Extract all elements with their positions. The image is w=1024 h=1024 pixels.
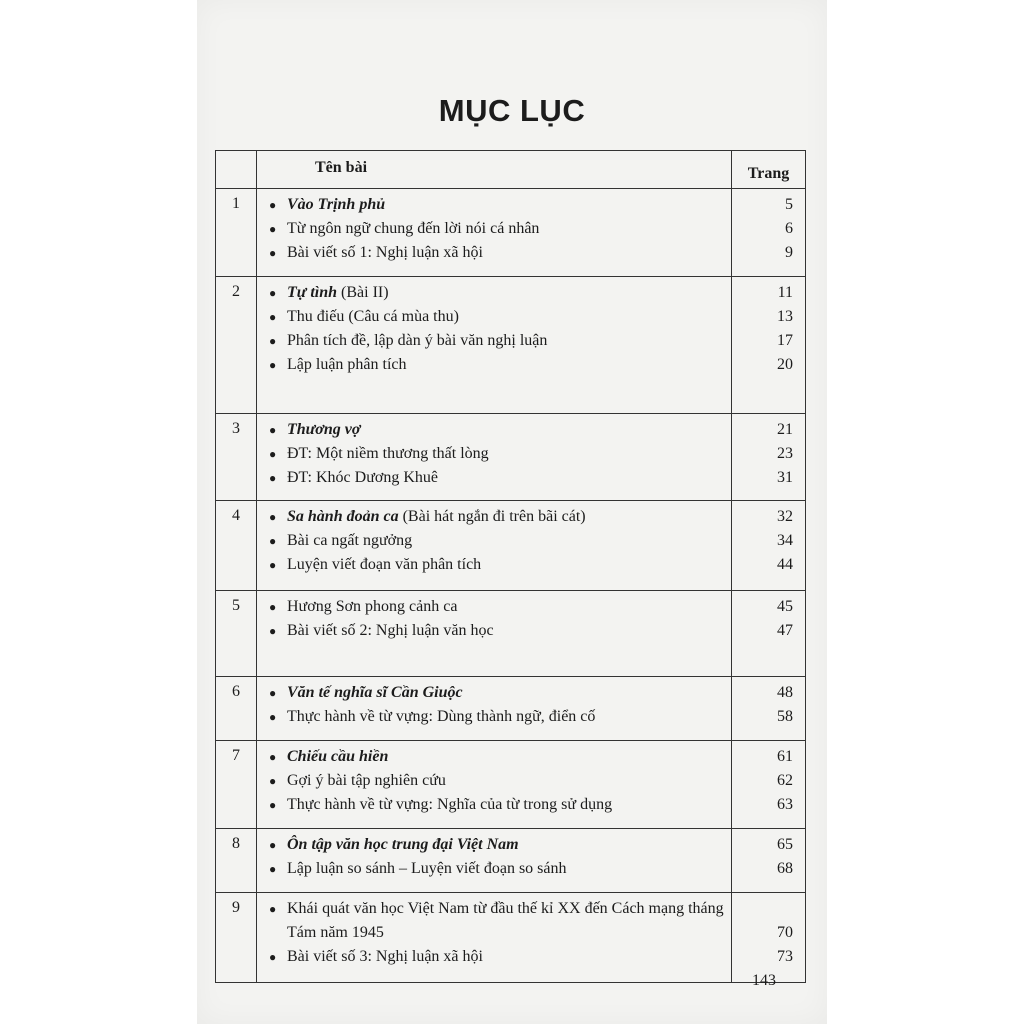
- toc-entry: [269, 353, 731, 377]
- entry-title: Bài ca ngất ngưởng: [287, 532, 413, 549]
- bullet-icon: ●: [269, 534, 277, 548]
- entry-page: 58: [777, 708, 793, 725]
- entry-title: Thương vợ: [287, 421, 361, 438]
- toc-entry: [269, 529, 731, 553]
- entry-page: 68: [777, 860, 793, 877]
- toc-entry: [269, 217, 731, 241]
- bullet-icon: ●: [269, 558, 277, 572]
- toc-entry: [269, 897, 731, 945]
- entry-page: 13: [777, 308, 793, 325]
- entry-title: Hương Sơn phong cảnh ca: [287, 598, 458, 615]
- toc-entry: [269, 619, 731, 643]
- toc-entry: [269, 305, 731, 329]
- toc-entry: [269, 281, 731, 305]
- entry-title: ĐT: Một niềm thương thất lòng: [287, 445, 489, 462]
- entry-page: 48: [777, 684, 793, 701]
- lesson-number: 1: [216, 189, 257, 277]
- entry-title: Gợi ý bài tập nghiên cứu: [287, 772, 446, 789]
- lesson-pages: [732, 741, 806, 829]
- entry-page: 70: [777, 924, 793, 941]
- entry-title: Bài viết số 2: Nghị luận văn học: [287, 622, 494, 639]
- bullet-icon: ●: [269, 471, 277, 485]
- toc-entry: [269, 595, 731, 619]
- entry-title: Khái quát văn học Việt Nam từ đầu thế kỉ XX đến Cách mạng tháng Tám năm 1945: [287, 900, 724, 941]
- bullet-icon: ●: [269, 624, 277, 638]
- lesson-entries: [257, 414, 732, 501]
- bullet-icon: ●: [269, 710, 277, 724]
- entry-title-suffix: (Bài hát ngắn đi trên bãi cát): [398, 508, 586, 525]
- bullet-icon: ●: [269, 774, 277, 788]
- entry-title-main: Sa hành đoản ca: [287, 508, 399, 525]
- bullet-icon: ●: [269, 950, 277, 964]
- lesson-entries: [257, 893, 732, 983]
- toc-header-row: [216, 151, 806, 189]
- toc-row: [216, 677, 806, 741]
- lesson-entries: [257, 189, 732, 277]
- entry-page: 11: [777, 284, 793, 301]
- toc-entry: [269, 418, 731, 442]
- bullet-icon: ●: [269, 798, 277, 812]
- entry-page: 45: [777, 598, 793, 615]
- bullet-icon: ●: [269, 447, 277, 461]
- toc-entry: [269, 329, 731, 353]
- lesson-number: 3: [216, 414, 257, 501]
- entry-title: Ôn tập văn học trung đại Việt Nam: [287, 836, 519, 853]
- entry-page: 6: [785, 220, 793, 237]
- toc-row: [216, 501, 806, 591]
- entry-title: Phân tích đề, lập dàn ý bài văn nghị luận: [287, 332, 548, 349]
- entry-title: Chiếu cầu hiền: [287, 748, 389, 765]
- toc-entry: [269, 833, 731, 857]
- entry-page: 21: [777, 421, 793, 438]
- entry-title: Luyện viết đoạn văn phân tích: [287, 556, 482, 573]
- header-num-cell: [216, 151, 257, 189]
- entry-page: 61: [777, 748, 793, 765]
- entry-title: Vào Trịnh phủ: [287, 196, 386, 213]
- entry-title: Lập luận so sánh – Luyện viết đoạn so sánh: [287, 860, 567, 877]
- toc-row: [216, 829, 806, 893]
- lesson-entries: [257, 741, 732, 829]
- entry-title: Văn tế nghĩa sĩ Cần Giuộc: [287, 684, 463, 701]
- bullet-icon: ●: [269, 334, 277, 348]
- lesson-pages: [732, 501, 806, 591]
- bullet-icon: ●: [269, 246, 277, 260]
- lesson-number: 4: [216, 501, 257, 591]
- toc-entry: [269, 857, 731, 881]
- lesson-number: 7: [216, 741, 257, 829]
- toc-row: [216, 414, 806, 501]
- lesson-pages: [732, 677, 806, 741]
- entry-title: [287, 505, 731, 529]
- entry-title: Bài viết số 3: Nghị luận xã hội: [287, 948, 483, 965]
- toc-table: [215, 150, 806, 983]
- entry-page: 62: [777, 772, 793, 789]
- bullet-icon: ●: [269, 838, 277, 852]
- lesson-entries: [257, 829, 732, 893]
- entry-page: 17: [777, 332, 793, 349]
- entry-title: [287, 281, 731, 305]
- bullet-icon: ●: [269, 222, 277, 236]
- toc-entry: [269, 241, 731, 265]
- toc-entry: [269, 745, 731, 769]
- lesson-entries: [257, 677, 732, 741]
- header-title-cell: Tên bài: [257, 151, 732, 189]
- entry-title: Bài viết số 1: Nghị luận xã hội: [287, 244, 483, 261]
- lesson-number: 9: [216, 893, 257, 983]
- bullet-icon: ●: [269, 423, 277, 437]
- toc-entry: [269, 505, 731, 529]
- entry-title-suffix: (Bài II): [337, 284, 389, 301]
- bullet-icon: ●: [269, 286, 277, 300]
- lesson-pages: [732, 277, 806, 414]
- lesson-pages: [732, 414, 806, 501]
- entry-page: 20: [777, 356, 793, 373]
- toc-entry: [269, 769, 731, 793]
- entry-page: 65: [777, 836, 793, 853]
- toc-entry: [269, 193, 731, 217]
- toc-body: [216, 189, 806, 983]
- toc-entry: [269, 442, 731, 466]
- entry-title: Lập luận phân tích: [287, 356, 407, 373]
- entry-title: Thu điếu (Câu cá mùa thu): [287, 308, 459, 325]
- lesson-entries: [257, 277, 732, 414]
- entry-page: 5: [785, 196, 793, 213]
- lesson-entries: [257, 501, 732, 591]
- entry-title: Thực hành về từ vựng: Nghĩa của từ trong sử dụng: [287, 796, 613, 813]
- bullet-icon: ●: [269, 686, 277, 700]
- lesson-pages: [732, 591, 806, 677]
- entry-page: 63: [777, 796, 793, 813]
- lesson-pages: [732, 189, 806, 277]
- entry-page: 9: [785, 244, 793, 261]
- toc-entry: [269, 681, 731, 705]
- bullet-icon: ●: [269, 750, 277, 764]
- lesson-entries: [257, 591, 732, 677]
- lesson-pages: [732, 829, 806, 893]
- lesson-number: 2: [216, 277, 257, 414]
- entry-title: Thực hành về từ vựng: Dùng thành ngữ, điển cố: [287, 708, 596, 725]
- entry-page: 47: [777, 622, 793, 639]
- toc-entry: [269, 466, 731, 490]
- entry-page: 44: [777, 556, 793, 573]
- entry-page: 23: [777, 445, 793, 462]
- lesson-number: 6: [216, 677, 257, 741]
- bullet-icon: ●: [269, 198, 277, 212]
- bullet-icon: ●: [269, 310, 277, 324]
- lesson-number: 5: [216, 591, 257, 677]
- toc-row: [216, 893, 806, 983]
- bullet-icon: ●: [269, 600, 277, 614]
- lesson-pages: [732, 893, 806, 983]
- entry-page: 31: [777, 469, 793, 486]
- toc-entry: [269, 553, 731, 577]
- toc-entry: [269, 793, 731, 817]
- entry-title: Từ ngôn ngữ chung đến lời nói cá nhân: [287, 220, 540, 237]
- page-title: MỤC LỤC: [438, 93, 586, 128]
- toc-row: [216, 741, 806, 829]
- page-number: 143: [752, 972, 776, 989]
- entry-title-main: Tự tình: [287, 284, 338, 301]
- bullet-icon: ●: [269, 862, 277, 876]
- toc-row: [216, 277, 806, 414]
- toc-entry: [269, 945, 731, 969]
- toc-row: [216, 591, 806, 677]
- entry-title: ĐT: Khóc Dương Khuê: [287, 469, 438, 486]
- header-page-cell: Trang: [732, 151, 806, 189]
- toc-entry: [269, 705, 731, 729]
- bullet-icon: ●: [269, 902, 277, 916]
- bullet-icon: ●: [269, 358, 277, 372]
- entry-page: 73: [777, 948, 793, 965]
- lesson-number: 8: [216, 829, 257, 893]
- bullet-icon: ●: [269, 510, 277, 524]
- toc-row: [216, 189, 806, 277]
- entry-page: 32: [777, 508, 793, 525]
- entry-page: 34: [777, 532, 793, 549]
